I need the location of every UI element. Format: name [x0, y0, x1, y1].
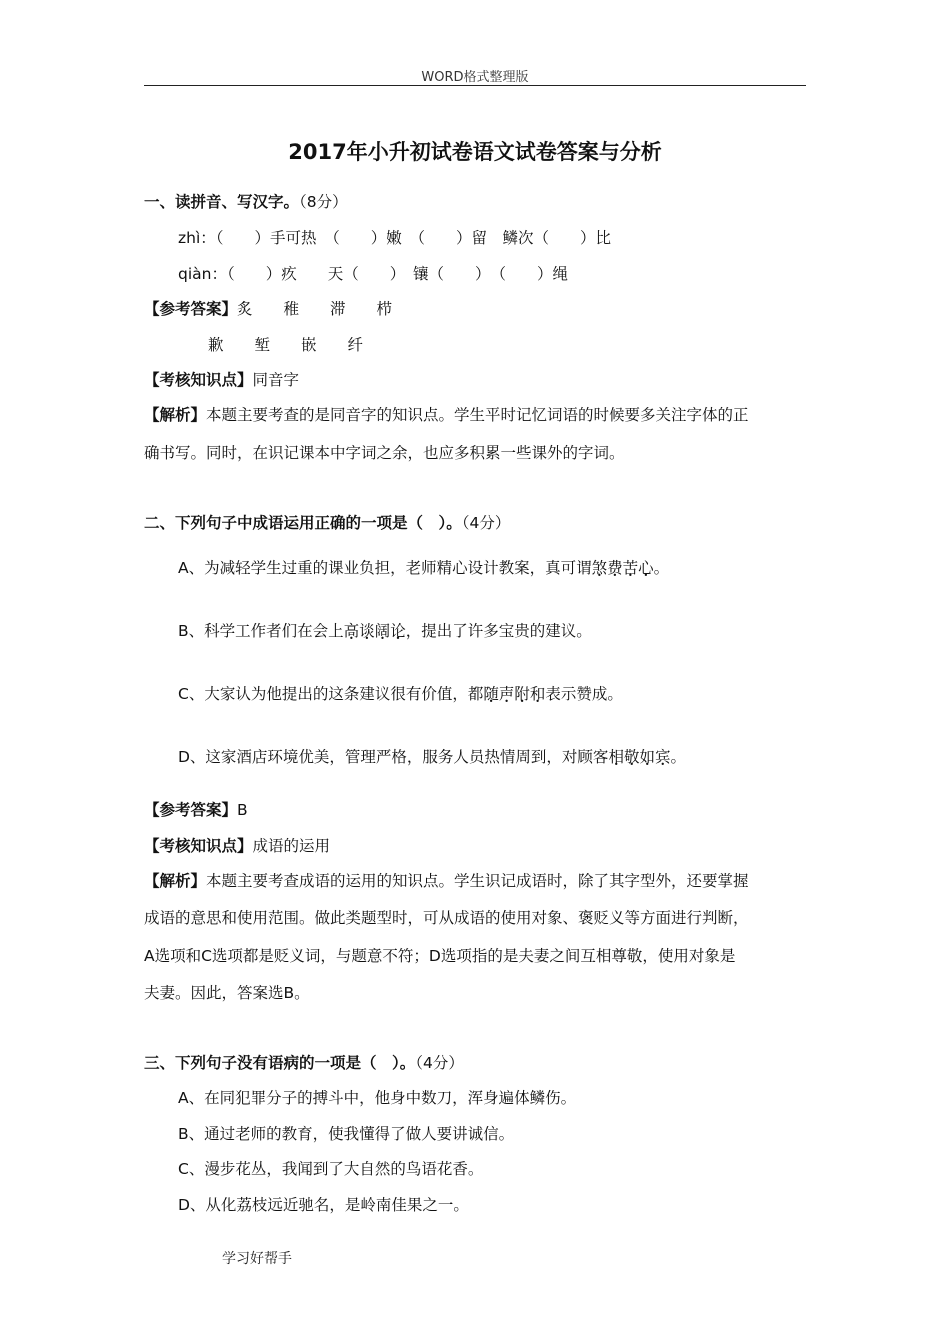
- q2-knowledge: 【考核知识点】成语的运用: [144, 837, 331, 855]
- emphasis-dot-char: 敬: [623, 748, 640, 766]
- q2-analysis-line-4: 夫妻。因此，答案选B。: [144, 984, 310, 1002]
- q1-pinyin-row-2: qiàn：（ ）疚 天（ ） 镶（ ） （ ）绳: [178, 265, 568, 283]
- q2-analysis-line-3: A选项和C选项都是贬义词，与题意不符；D选项指的是夫妻之间互相尊敬，使用对象是: [144, 947, 736, 965]
- emphasis-dot-char: 如: [639, 748, 655, 766]
- q3-option-c: C、漫步花丛，我闻到了大自然的鸟语花香。: [178, 1160, 484, 1178]
- emphasis-dot-char: 高: [343, 622, 360, 640]
- q2-answer: 【参考答案】B: [144, 801, 248, 819]
- q2-heading: 二、下列句子中成语运用正确的一项是（ ）。（4分）: [144, 514, 511, 532]
- emphasized-idiom: [608, 748, 670, 766]
- q3-option-a: A、在同犯罪分子的搏斗中，他身中数刀，浑身遍体鳞伤。: [178, 1089, 577, 1107]
- emphasis-dot-char: 费: [607, 559, 623, 577]
- q3-option-d: D、从化荔枝远近驰名，是岭南佳果之一。: [178, 1196, 469, 1214]
- q1-answer: 【参考答案】炙 稚 滞 栉: [144, 300, 393, 318]
- q2-analysis: 【解析】本题主要考查成语的运用的知识点。学生识记成语时，除了其字型外，还要掌握: [144, 872, 749, 890]
- emphasized-idiom: [344, 622, 406, 640]
- page-footer: 学习好帮手: [222, 1251, 292, 1267]
- q1-heading: 一、读拼音、写汉字。（8分）: [144, 193, 348, 211]
- q2-option-b: B、科学工作者们在会上高谈阔论，提出了许多宝贵的建议。: [178, 619, 592, 641]
- q2-analysis-line-2: 成语的意思和使用范围。做此类题型时，可从成语的使用对象、褒贬义等方面进行判断，: [144, 909, 749, 927]
- emphasis-dot-char: 附: [514, 685, 530, 703]
- page-header: WORD格式整理版: [421, 70, 529, 85]
- q1-analysis: 【解析】本题主要考查的是同音字的知识点。学生平时记忆词语的时候要多关注字体的正: [144, 406, 749, 424]
- emphasis-dot-char: 论: [390, 622, 406, 640]
- q1-pinyin-row-1: zhì：（ ）手可热 （ ）嫩 （ ）留 鳞次（ ）比: [178, 229, 612, 247]
- q1-knowledge: 【考核知识点】同音字: [144, 371, 300, 389]
- emphasis-dot-char: 宾: [654, 748, 671, 766]
- q1-analysis-line-2: 确书写。同时，在识记课本中字词之余，也应多积累一些课外的字词。: [144, 444, 625, 462]
- emphasis-dot-char: 相: [608, 748, 624, 766]
- emphasized-idiom: [483, 685, 545, 703]
- emphasis-dot-char: 煞: [591, 559, 608, 577]
- q1-answer-row-2: 歉 堑 嵌 纤: [208, 336, 364, 354]
- emphasis-dot-char: 谈: [359, 622, 375, 640]
- emphasis-dot-char: 苦: [622, 559, 639, 577]
- q2-option-a: A、为减轻学生过重的课业负担，老师精心设计教案，真可谓煞费苦心。: [178, 556, 669, 578]
- emphasized-idiom: [592, 559, 654, 577]
- q3-option-b: B、通过老师的教育，使我懂得了做人要讲诚信。: [178, 1125, 515, 1143]
- header-rule: [144, 85, 806, 86]
- q2-option-c: C、大家认为他提出的这条建议很有价值，都随声附和表示赞成。: [178, 682, 623, 704]
- q2-option-d: D、这家酒店环境优美，管理严格，服务人员热情周到，对顾客相敬如宾。: [178, 745, 686, 767]
- emphasis-dot-char: 心: [638, 559, 654, 577]
- emphasis-dot-char: 声: [498, 685, 515, 703]
- emphasis-dot-char: 随: [483, 685, 499, 703]
- emphasis-dot-char: 阔: [374, 622, 391, 640]
- emphasis-dot-char: 和: [529, 685, 546, 703]
- q3-heading: 三、下列句子没有语病的一项是（ ）。（4分）: [144, 1054, 464, 1072]
- document-title: 2017年小升初试卷语文试卷答案与分析: [288, 140, 662, 164]
